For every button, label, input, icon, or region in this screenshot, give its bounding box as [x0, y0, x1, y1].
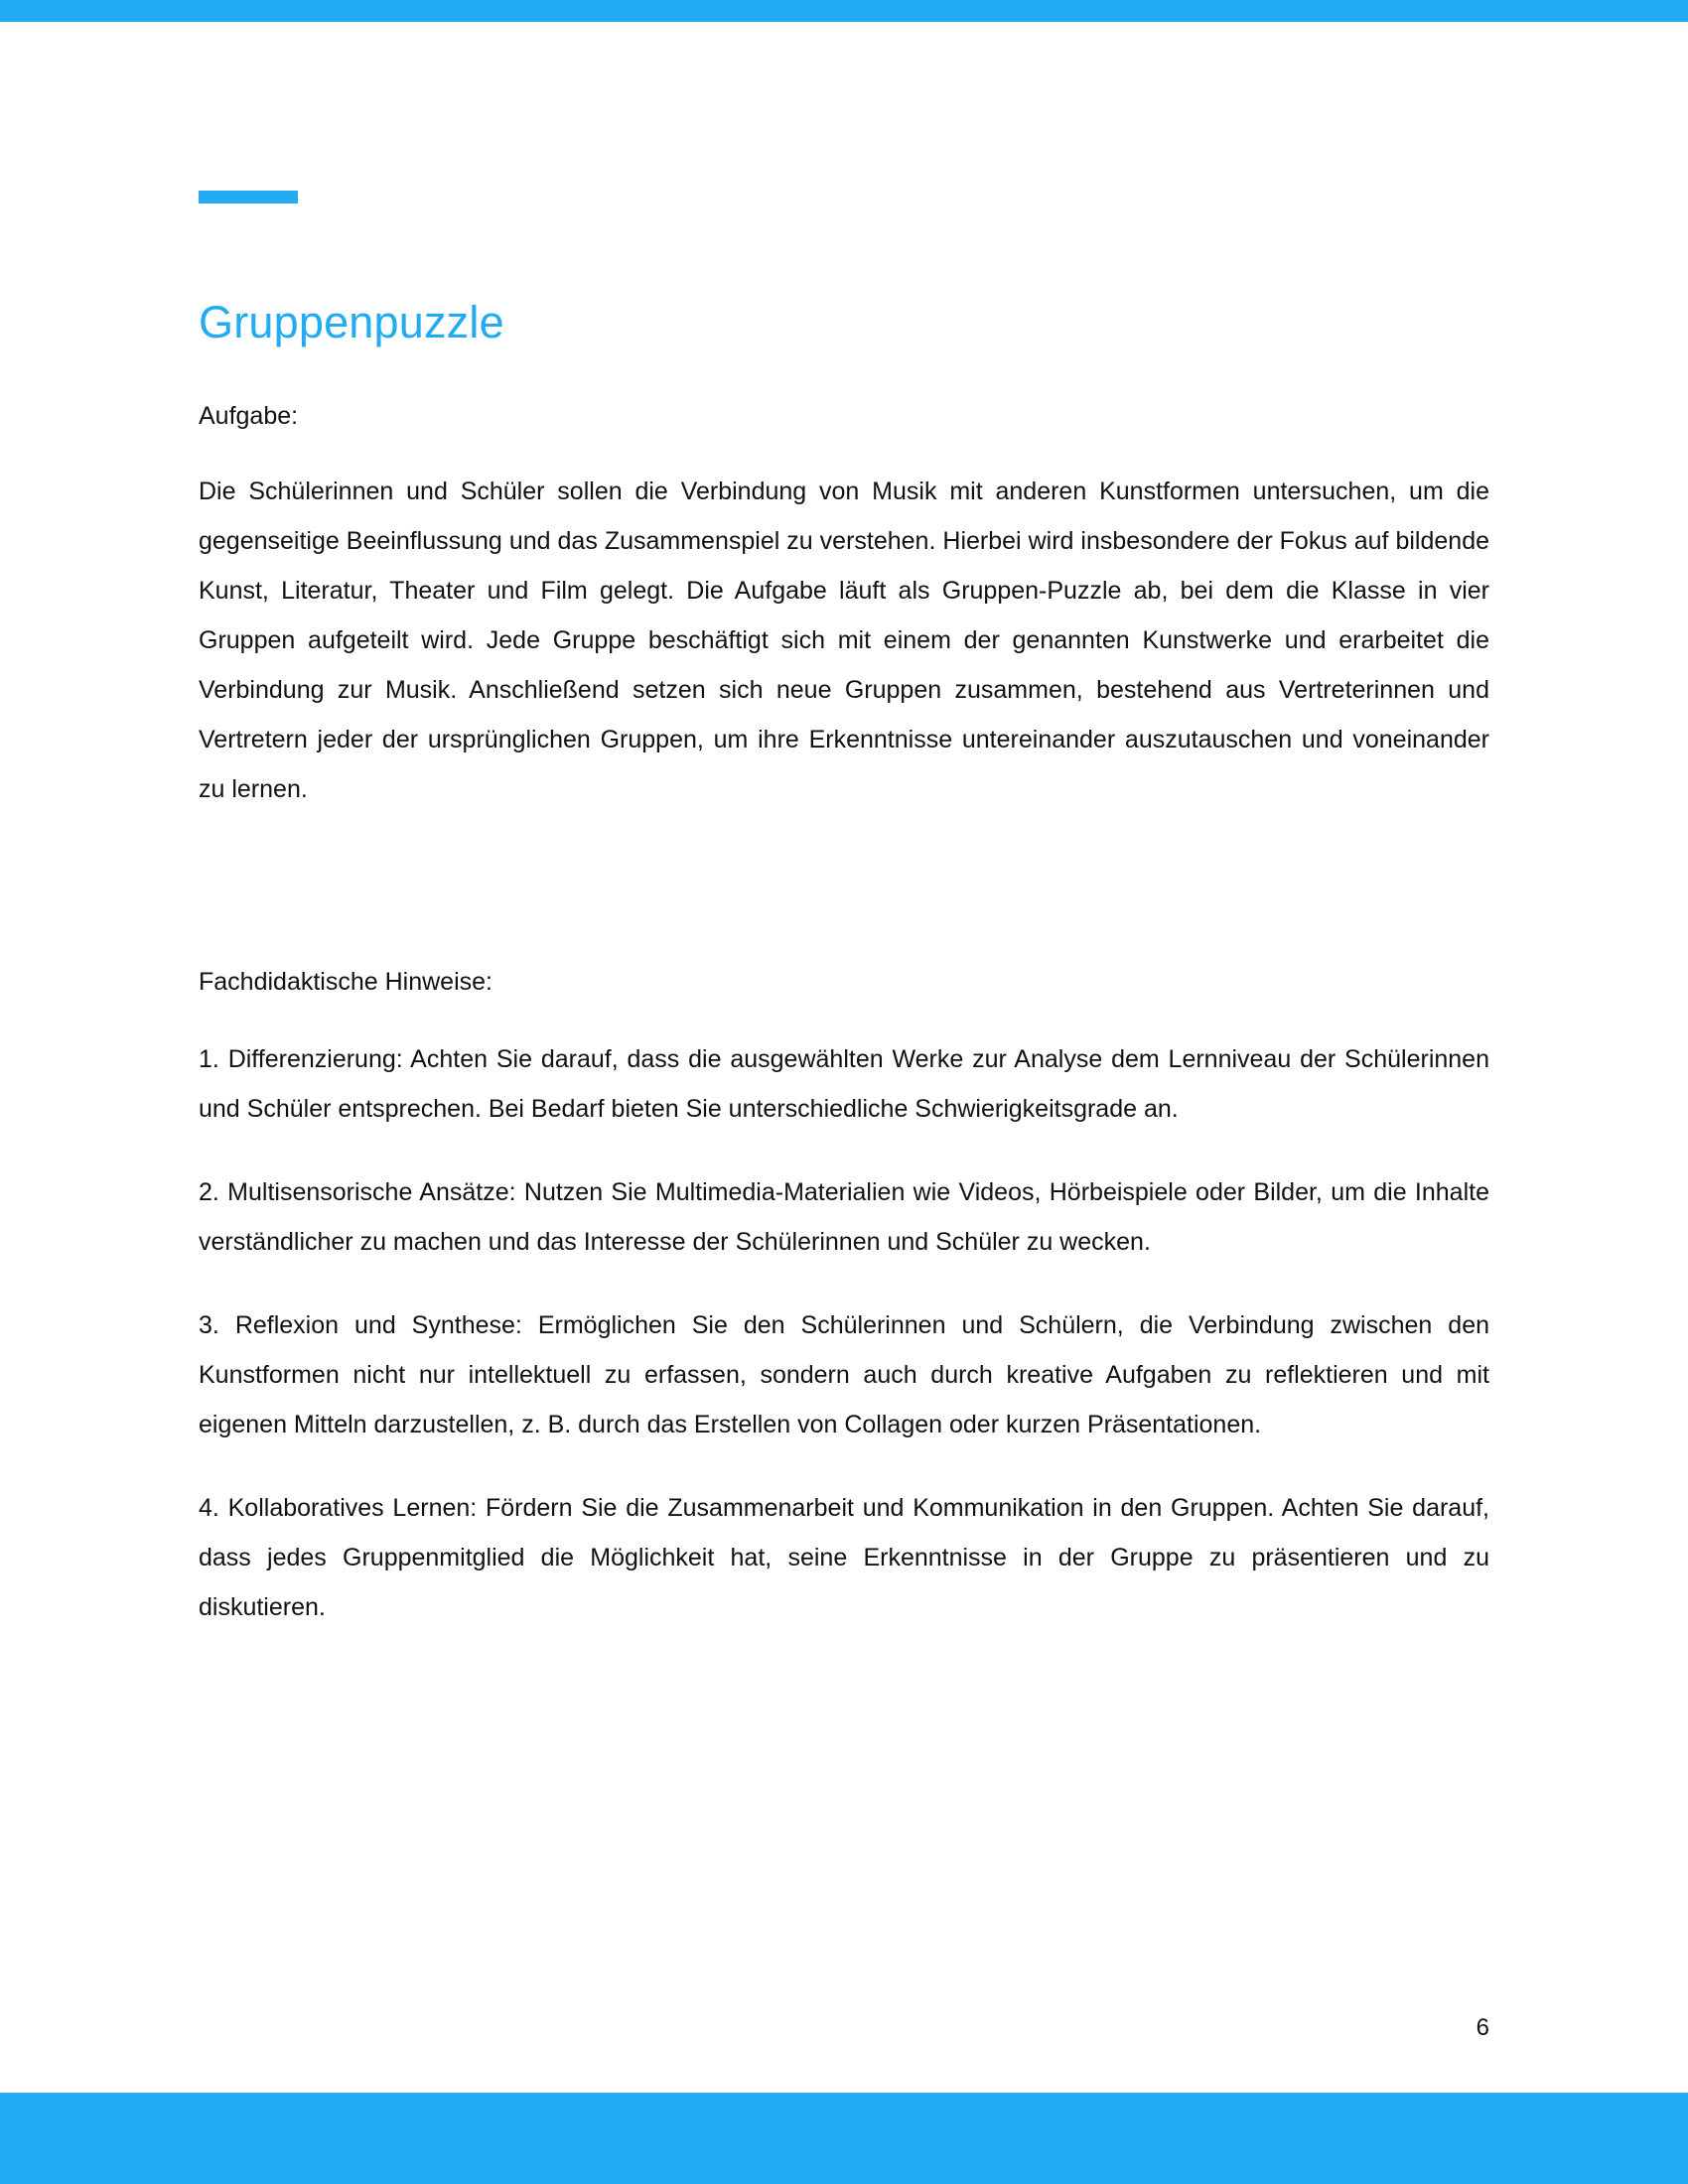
notes-heading: Fachdidaktische Hinweise:	[199, 968, 492, 996]
page-number: 6	[1476, 2014, 1489, 2041]
task-paragraph: Die Schülerinnen und Schüler sollen die Verbindung von Musik mit anderen Kunstformen untersuchen, um die gegenseitige Beeinflussung und das Zusammenspiel zu verstehen. Hierbei wird insbesondere der Fokus auf bildende Kunst, Literatur, Theater und Film gelegt. Die Aufgabe läuft als Gruppen-Puzzle ab, bei dem die Klasse in vier Gruppen aufgeteilt wird. Jede Gruppe beschäftigt sich mit einem der genannten Kunstwerke und erarbeitet die Verbindung zur Musik. Anschließend setzen sich neue Gruppen zusammen, bestehend aus Vertreterinnen und Vertretern jeder der ursprünglichen Gruppen, um ihre Erkenntnisse untereinander auszutauschen und voneinander zu lernen.	[199, 478, 1489, 803]
title-accent-rule	[199, 191, 298, 204]
bottom-accent-bar	[0, 2093, 1688, 2184]
page-content	[199, 0, 1489, 2184]
body-flow	[199, 397, 1489, 1632]
note-item-4: 4. Kollaboratives Lernen: Fördern Sie die Zusammenarbeit und Kommunikation in den Gruppen. Achten Sie darauf, dass jedes Gruppenmitglied die Möglichkeit hat, seine Erkenntnisse in der Gruppe zu präsentieren und zu diskutieren.	[199, 1494, 1489, 1621]
page-title: Gruppenpuzzle	[199, 297, 504, 347]
section-spacer	[199, 848, 1489, 963]
note-item-2: 2. Multisensorische Ansätze: Nutzen Sie Multimedia-Materialien wie Videos, Hörbeispiele oder Bilder, um die Inhalte verständlicher zu machen und das Interesse der Schülerinnen und Schüler zu wecken.	[199, 1178, 1489, 1256]
note-item-3: 3. Reflexion und Synthese: Ermöglichen Sie den Schülerinnen und Schülern, die Verbindung zwischen den Kunstformen nicht nur intellektuell zu erfassen, sondern auch durch kreative Aufgaben zu reflektieren und mit eigenen Mitteln darzustellen, z. B. durch das Erstellen von Collagen oder kurzen Präsentationen.	[199, 1311, 1489, 1438]
note-item-1: 1. Differenzierung: Achten Sie darauf, dass die ausgewählten Werke zur Analyse dem Lernniveau der Schülerinnen und Schüler entsprechen. Bei Bedarf bieten Sie unterschiedliche Schwierigkeitsgrade an.	[199, 1045, 1489, 1123]
task-label: Aufgabe:	[199, 402, 299, 430]
